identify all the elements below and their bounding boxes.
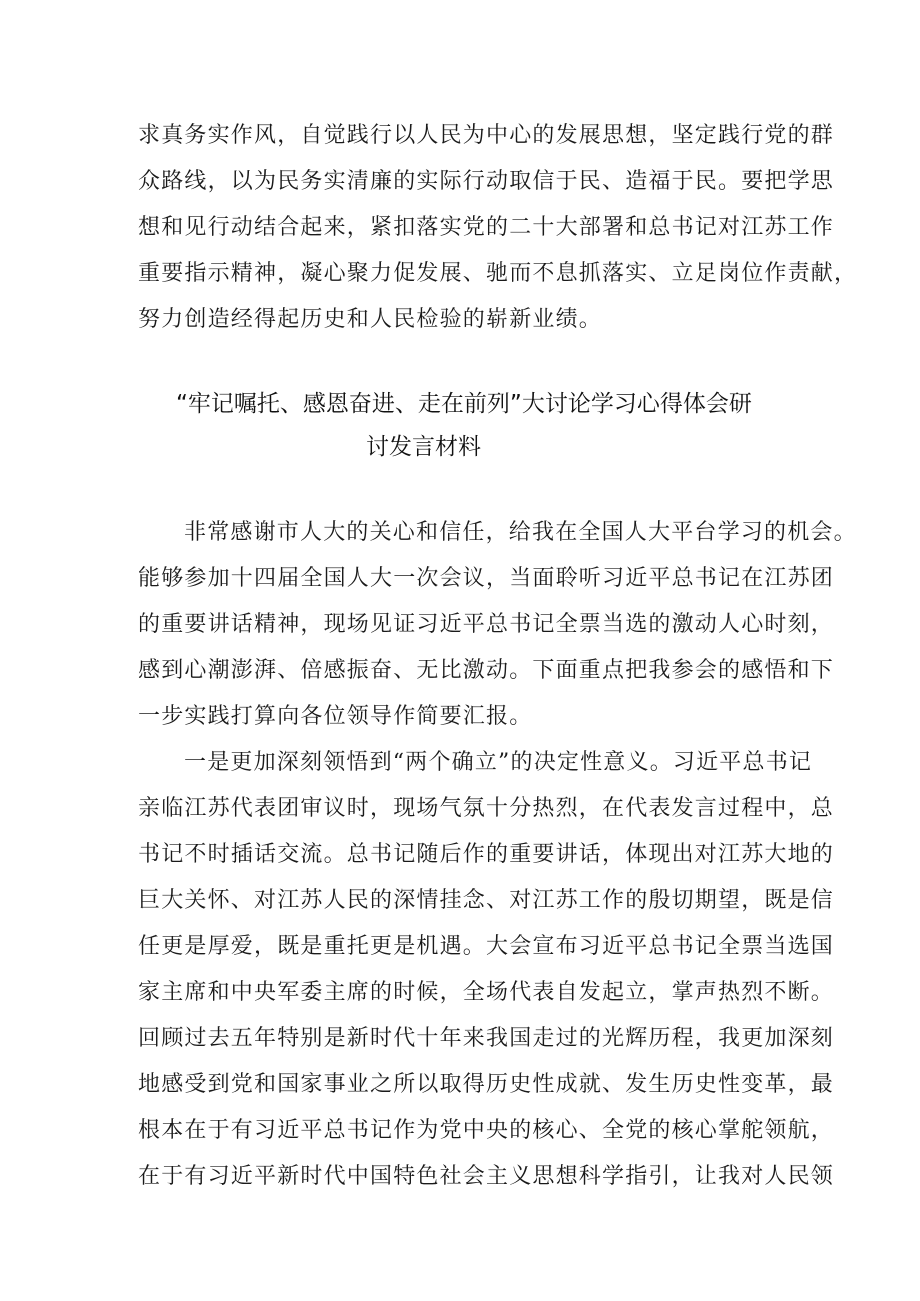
paragraph-first-line: 一是更加深刻领悟到“两个确立”的决定性意义。习近平总书记	[184, 750, 813, 775]
paragraph-line: 重要指示精神，凝心聚力促发展、驰而不息抓落实、立足岗位作责献，	[138, 261, 858, 286]
paragraph-line: 努力创造经得起历史和人民检验的崭新业绩。	[138, 307, 603, 332]
paragraph-line: 在于有习近平新时代中国特色社会主义思想科学指引，让我对人民领	[138, 1164, 835, 1189]
paragraph-line: 巨大关怀、对江苏人民的深情挂念、对江苏工作的殷切期望，既是信	[138, 888, 835, 913]
paragraph-line: 书记不时插话交流。总书记随后作的重要讲话，体现出对江苏大地的	[138, 842, 835, 867]
paragraph-line: 回顾过去五年特别是新时代十年来我国走过的光辉历程，我更加深刻	[138, 1026, 835, 1051]
paragraph-line: 众路线，以为民务实清廉的实际行动取信于民、造福于民。要把学思	[138, 169, 835, 194]
paragraph-line: 亲临江苏代表团审议时，现场气氛十分热烈，在代表发言过程中，总	[138, 796, 835, 821]
paragraph-line: 想和见行动结合起来，紧扣落实党的二十大部署和总书记对江苏工作	[138, 215, 835, 240]
paragraph-line: 地感受到党和国家事业之所以取得历史性成就、发生历史性变革，最	[138, 1072, 835, 1097]
paragraph-line: 一步实践打算向各位领导作简要汇报。	[138, 704, 533, 729]
paragraph-line: 感到心潮澎湃、倍感振奋、无比激动。下面重点把我参会的感悟和下	[138, 658, 835, 683]
paragraph-line: 能够参加十四届全国人大一次会议，当面聆听习近平总书记在江苏团	[138, 566, 835, 591]
paragraph-line: 任更是厚爱，既是重托更是机遇。大会宣布习近平总书记全票当选国	[138, 934, 835, 959]
paragraph-first-line: 非常感谢市人大的关心和信任，给我在全国人大平台学习的机会。	[184, 520, 857, 545]
paragraph-line: 求真务实作风，自觉践行以人民为中心的发展思想，坚定践行党的群	[138, 123, 835, 148]
paragraph-line: 家主席和中央军委主席的时候，全场代表自发起立，掌声热烈不断。	[138, 980, 835, 1005]
document-title-line-2: 讨发言材料	[366, 434, 481, 460]
paragraph-line: 的重要讲话精神，现场见证习近平总书记全票当选的激动人心时刻，	[138, 612, 835, 637]
document-title-line-1: “牢记嘱托、感恩奋进、走在前列”大讨论学习心得体会研	[176, 391, 752, 417]
paragraph-line: 根本在于有习近平总书记作为党中央的核心、全党的核心掌舵领航，	[138, 1118, 835, 1143]
